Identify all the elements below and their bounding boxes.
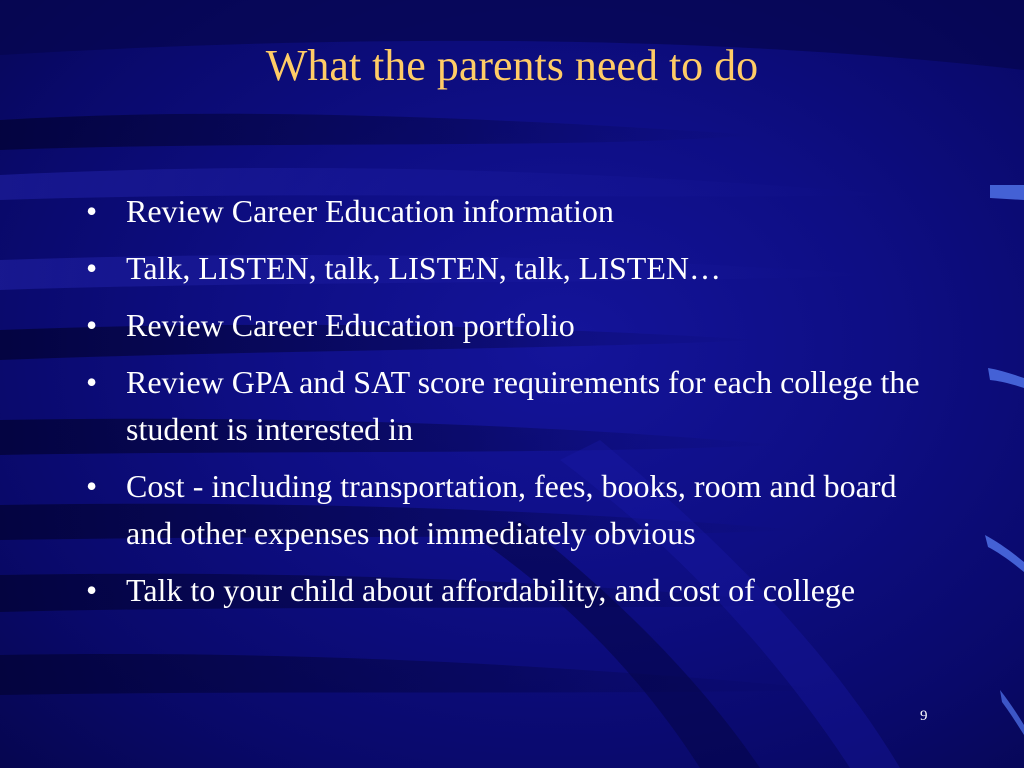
bullet-item	[86, 245, 946, 292]
bullet-marker: •	[86, 250, 98, 286]
slide-page-number: 9	[920, 708, 928, 724]
bullet-item	[86, 567, 946, 614]
bullet-item	[86, 188, 946, 235]
slide-title: What the parents need to do	[265, 41, 759, 90]
bullet-marker: •	[86, 468, 98, 504]
bullet-marker: •	[86, 572, 98, 608]
bullet-text: Talk, LISTEN, talk, LISTEN, talk, LISTEN…	[126, 250, 721, 286]
bullet-text: Review Career Education portfolio	[126, 307, 575, 343]
bullet-marker: •	[86, 193, 98, 229]
bullet-marker: •	[86, 307, 98, 343]
bullet-marker: •	[86, 364, 98, 400]
bullet-text: Cost - including transportation, fees, books, room and board and other expenses not immediately obvious	[126, 468, 897, 551]
bullet-text: Review GPA and SAT score requirements for each college the student is interested in	[126, 364, 920, 447]
bullet-list	[86, 188, 946, 624]
bullet-item	[86, 463, 946, 557]
bullet-item	[86, 302, 946, 349]
bullet-item	[86, 359, 946, 453]
bullet-text: Talk to your child about affordability, and cost of college	[126, 572, 856, 608]
bullet-text: Review Career Education information	[126, 193, 614, 229]
